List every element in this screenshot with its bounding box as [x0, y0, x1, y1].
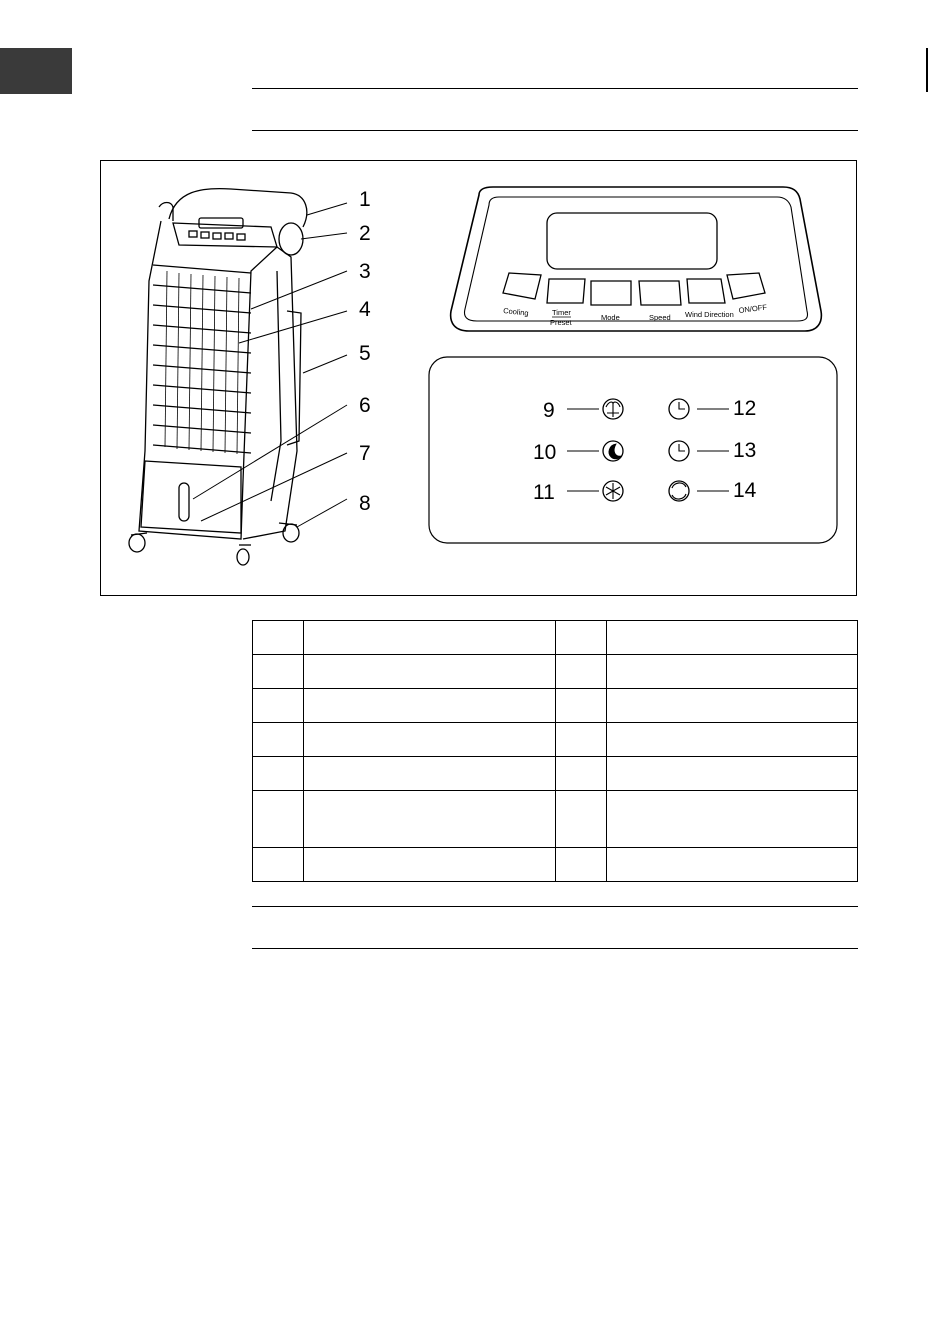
- part-number: [555, 791, 606, 848]
- indicator-box: [429, 357, 837, 543]
- palm-tree-icon: [603, 399, 623, 419]
- cooling-button: [503, 273, 541, 299]
- callout-leaders: [193, 203, 347, 527]
- part-description: [304, 848, 556, 882]
- cooling-label: Cooling: [502, 306, 530, 318]
- panel-display: [547, 213, 717, 269]
- part-description: [304, 723, 556, 757]
- moon-icon: [603, 441, 623, 461]
- section-rule-bottom: [252, 948, 858, 949]
- snowflake-icon: [603, 481, 623, 501]
- water-tank: [141, 461, 241, 533]
- panel-button-labels: [503, 303, 768, 327]
- timer-preset-button: [547, 279, 585, 303]
- part-number: [253, 791, 304, 848]
- swing-icon: [669, 481, 689, 501]
- parts-table: [252, 620, 858, 882]
- callout-2: 2: [359, 222, 371, 245]
- part-description: [304, 757, 556, 791]
- indicator-leaders: [567, 409, 729, 491]
- indicator-12: 12: [733, 397, 757, 420]
- part-description: [606, 757, 858, 791]
- part-number: [555, 655, 606, 689]
- table-row: [253, 791, 858, 848]
- indicator-13: 13: [733, 439, 757, 462]
- part-number: [253, 621, 304, 655]
- wind-direction-button: [687, 279, 725, 303]
- section-rule-top: [252, 906, 858, 907]
- part-description: [304, 655, 556, 689]
- table-row: [253, 723, 858, 757]
- callout-5: 5: [359, 342, 371, 365]
- callout-8: 8: [359, 492, 371, 515]
- table-row: [253, 655, 858, 689]
- crop-mark: [926, 48, 928, 92]
- table-row: [253, 848, 858, 882]
- part-description: [304, 621, 556, 655]
- part-number: [253, 723, 304, 757]
- top-handle: [169, 189, 307, 227]
- header-rule-bottom: [252, 130, 858, 131]
- part-number: [253, 848, 304, 882]
- header-rule-top: [252, 88, 858, 89]
- indicator-10: 10: [533, 441, 557, 464]
- part-number: [253, 689, 304, 723]
- part-description: [304, 791, 556, 848]
- language-tab: [0, 48, 72, 94]
- part-number: [555, 757, 606, 791]
- table-row: [253, 621, 858, 655]
- indicator-9: 9: [543, 399, 555, 422]
- part-number: [555, 621, 606, 655]
- speed-label: Speed: [649, 313, 671, 322]
- callout-3: 3: [359, 260, 371, 283]
- table-row: [253, 757, 858, 791]
- indicator-11: 11: [533, 481, 555, 504]
- callouts-left: [359, 188, 371, 515]
- onoff-button: [727, 273, 765, 299]
- product-diagram: [101, 161, 858, 597]
- indicator-14: 14: [733, 479, 757, 502]
- preset-label: Preset: [550, 318, 572, 327]
- clock-icon: [669, 441, 689, 461]
- panel-buttons: [503, 273, 765, 305]
- indicator-numbers: [533, 397, 757, 504]
- part-description: [606, 655, 858, 689]
- part-description: [606, 621, 858, 655]
- callout-7: 7: [359, 442, 371, 465]
- wind-direction-label: Wind Direction: [685, 310, 734, 319]
- part-number: [555, 848, 606, 882]
- part-description: [606, 791, 858, 848]
- onoff-label: ON/OFF: [738, 302, 768, 315]
- part-description: [606, 723, 858, 757]
- callout-6: 6: [359, 394, 371, 417]
- callout-4: 4: [359, 298, 371, 321]
- part-number: [253, 757, 304, 791]
- part-number: [555, 723, 606, 757]
- water-level-window: [179, 483, 189, 521]
- part-number: [253, 655, 304, 689]
- timer-label: Timer: [552, 308, 571, 317]
- mode-label: Mode: [601, 313, 620, 322]
- body-front: [139, 221, 277, 539]
- clock-icon: [669, 399, 689, 419]
- part-description: [606, 848, 858, 882]
- part-number: [555, 689, 606, 723]
- mode-button: [591, 281, 631, 305]
- air-cooler-drawing: [129, 189, 307, 565]
- product-figure: [100, 160, 857, 596]
- body-side: [243, 247, 297, 539]
- part-description: [606, 689, 858, 723]
- side-knob: [279, 223, 303, 255]
- speed-button: [639, 281, 681, 305]
- table-row: [253, 689, 858, 723]
- callout-1: 1: [359, 188, 371, 211]
- part-description: [304, 689, 556, 723]
- wheels: [129, 523, 299, 565]
